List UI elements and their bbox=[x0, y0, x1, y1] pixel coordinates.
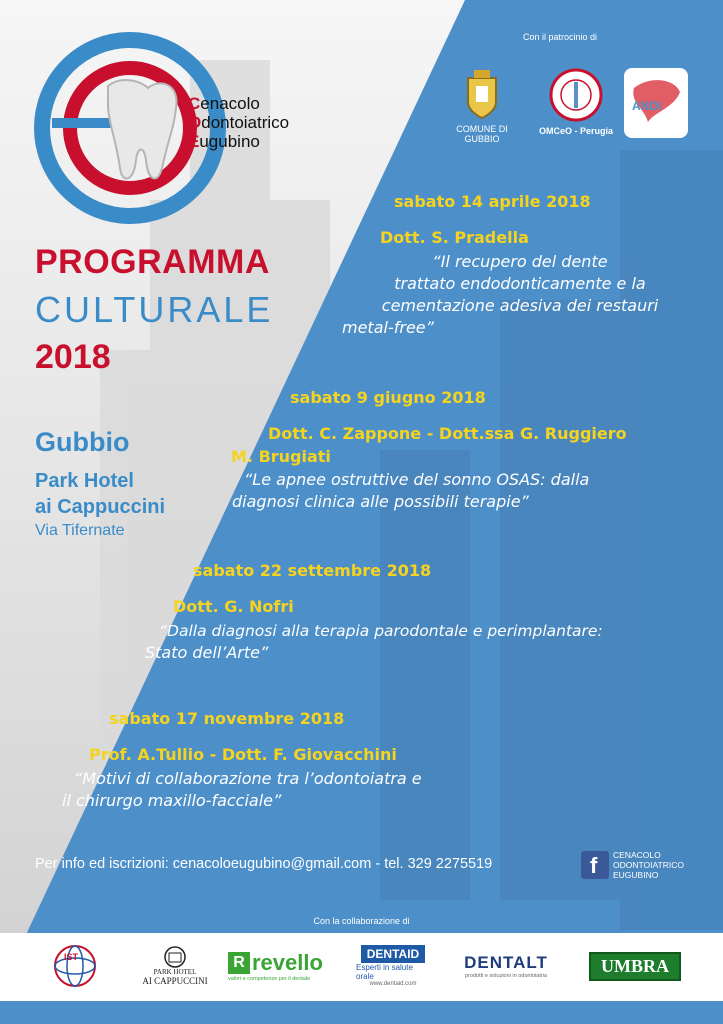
sponsor-revello: R revello valori e competenze per il dentale bbox=[228, 950, 323, 982]
event-2-talk: “Le apnee ostruttive del sonno OSAS: dalla diagnosi clinica alle possibili terapie” bbox=[232, 470, 590, 511]
sponsor-park-hotel: PARK HOTEL AI CAPPUCCINI bbox=[130, 941, 220, 991]
info-contacts: Per info ed iscrizioni: cenacoloeugubino@gmail.com - tel. 329 2275519 bbox=[35, 856, 493, 872]
logo-wordmark: Cenacolo Odontoiatrico Eugubino bbox=[188, 94, 290, 151]
title-line2: CULTURALE bbox=[35, 289, 274, 330]
title-year: 2018 bbox=[35, 338, 111, 376]
event-4-speakers: Prof. A.Tullio - Dott. F. Giovacchini bbox=[89, 745, 397, 764]
patron-name: COMUNE DI GUBBIO bbox=[456, 124, 508, 144]
event-1-talk: “Il recupero del dente trattato endodonticamente e la cementazione adesiva dei restauri metal-free” bbox=[342, 252, 659, 337]
venue-street: Via Tifernate bbox=[35, 522, 125, 539]
event-1-speakers: Dott. S. Pradella bbox=[380, 228, 529, 247]
patron-omceo bbox=[538, 68, 614, 136]
park-hotel-icon bbox=[160, 946, 190, 968]
coat-of-arms-icon bbox=[462, 68, 502, 120]
event-4-date: sabato 17 novembre 2018 bbox=[109, 709, 345, 728]
event-4-talk: “Motivi di collaborazione tra l’odontoiatra e il chirurgo maxillo-facciale” bbox=[62, 769, 422, 810]
event-2-date: sabato 9 giugno 2018 bbox=[290, 388, 486, 407]
event-2-speakers-2: M. Brugiati bbox=[231, 447, 331, 466]
collab-label: Con la collaborazione di bbox=[313, 916, 410, 926]
patron-gubbio bbox=[442, 68, 522, 144]
venue-hotel: Park Hotel ai Cappuccini bbox=[35, 470, 166, 518]
omceo-seal-icon bbox=[549, 68, 603, 122]
facebook-icon: f bbox=[581, 851, 609, 879]
event-1-date: sabato 14 aprile 2018 bbox=[394, 192, 591, 211]
cenacolo-logo bbox=[30, 28, 320, 228]
venue-city: Gubbio bbox=[35, 427, 130, 457]
patronage-label: Con il patrocinio di bbox=[523, 32, 598, 42]
revello-icon: R bbox=[228, 952, 250, 974]
patron-name: OMCeO - Perugia bbox=[538, 126, 613, 136]
event-2-speakers: Dott. C. Zappone - Dott.ssa G. Ruggiero bbox=[268, 424, 627, 443]
event-3-talk: “Dalla diagnosi alla terapia parodontale e perimplantare: Stato dell’Arte” bbox=[145, 622, 603, 662]
sponsor-umbra: UMBRA bbox=[584, 941, 686, 991]
tooth-icon bbox=[108, 80, 177, 178]
sponsor-dentaid: DENTAID Esperti in salute orale www.dentaid.com bbox=[356, 941, 430, 991]
svg-text:IST: IST bbox=[64, 952, 79, 962]
event-3-speakers: Dott. G. Nofri bbox=[173, 597, 294, 616]
event-3-date: sabato 22 settembre 2018 bbox=[193, 561, 432, 580]
sponsors-bar bbox=[0, 933, 723, 1001]
title-line1: PROGRAMMA bbox=[35, 243, 270, 281]
ist-globe-icon bbox=[47, 942, 103, 990]
svg-text:ANDI: ANDI bbox=[632, 99, 662, 113]
andi-logo-icon bbox=[624, 68, 688, 138]
sponsor-dentalt: DENTALT prodotti e soluzioni in odontoiatria bbox=[464, 953, 548, 979]
sponsor-ist bbox=[40, 941, 110, 991]
facebook-label: CENACOLO ODONTOIATRICO EUGUBINO bbox=[613, 850, 684, 880]
patron-andi bbox=[624, 68, 688, 138]
facebook-link[interactable] bbox=[581, 850, 684, 880]
